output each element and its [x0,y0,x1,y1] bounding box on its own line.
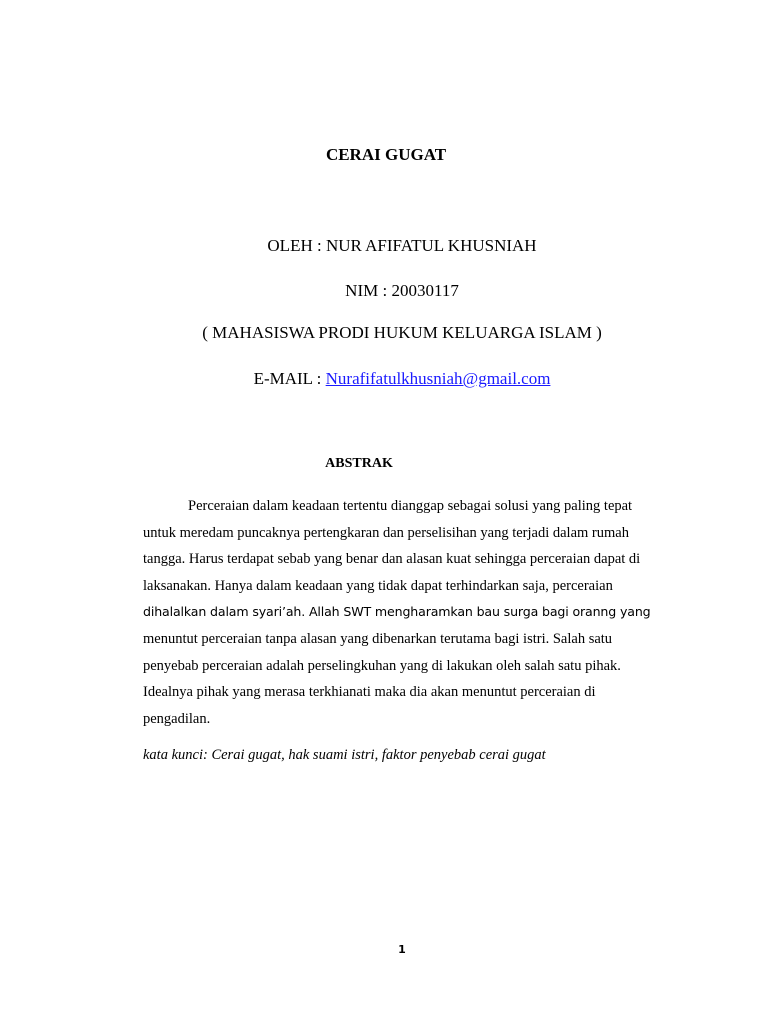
abstract-line: dihalalkan dalam syari’ah. Allah SWT mengharamkan bau surga bagi oranng yang [143,604,651,620]
author-line: OLEH : NUR AFIFATUL KHUSNIAH [267,236,537,255]
email-line [0,369,768,389]
document-title: CERAI GUGAT [325,145,447,164]
abstract-line: Perceraian dalam keadaan tertentu dianggap sebagai solusi yang paling tepat [188,498,633,514]
program-line: ( MAHASISWA PRODI HUKUM KELUARGA ISLAM ) [202,323,602,342]
abstract-line: pengadilan. [143,710,211,727]
email-label: E-MAIL : [253,369,326,388]
abstract-line: penyebab perceraian adalah perselingkuhan yang di lakukan oleh salah satu pihak. [143,657,621,674]
abstract-body [143,493,663,732]
nim-line: NIM : 20030117 [345,281,459,300]
abstract-line: untuk meredam puncaknya pertengkaran dan perselisihan yang terjadi dalam rumah [143,524,629,541]
abstract-line: Idealnya pihak yang merasa terkhianati maka dia akan menuntut perceraian di [143,684,596,701]
abstract-line: tangga. Harus terdapat sebab yang benar dan alasan kuat sehingga perceraian dapat di [143,551,641,568]
abstract-line: menuntut perceraian tanpa alasan yang dibenarkan terutama bagi istri. Salah satu [143,630,613,647]
email-link[interactable]: Nurafifatulkhusniah@gmail.com [325,369,551,388]
keywords-line: kata kunci: Cerai gugat, hak suami istri, faktor penyebab cerai gugat [143,747,546,763]
abstract-heading: ABSTRAK [325,456,393,471]
abstract-line: laksanakan. Hanya dalam keadaan yang tidak dapat terhindarkan saja, perceraian [143,577,613,594]
page-number: 1 [398,943,406,956]
